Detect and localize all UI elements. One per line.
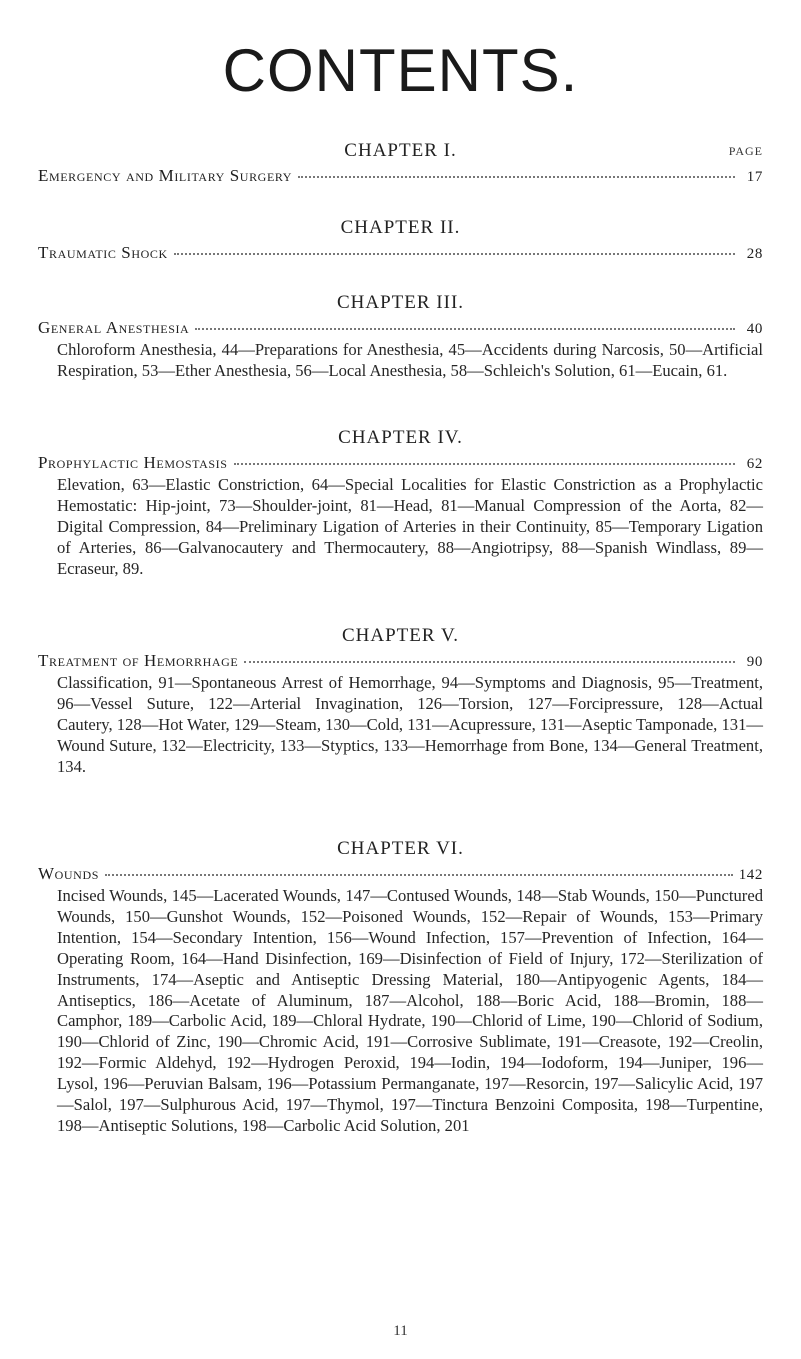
toc-entry[interactable] [38, 242, 763, 265]
entry-page-number: 142 [738, 867, 763, 883]
entry-title: Traumatic Shock [38, 243, 168, 262]
toc-entry[interactable] [38, 165, 763, 188]
dot-leaders [234, 462, 735, 465]
entry-page-number: 40 [746, 321, 763, 337]
entry-title: Emergency and Military Surgery [38, 166, 293, 185]
dot-leaders [174, 252, 735, 255]
chapter-heading: CHAPTER III. [336, 292, 465, 313]
entry-page-number: 17 [746, 169, 763, 185]
chapter-1 [38, 140, 763, 188]
dot-leaders [298, 175, 735, 178]
chapter-summary: Elevation, 63—Elastic Constriction, 64—Special Localities for Elastic Constriction as a Prophylactic Hemostatic: Hip-joint, 73—Shoulder-joint, 81—Head, 81—Manual Compression of the Aorta, 82—Digital Compression, 84—Preliminary Ligation of Arteries in their Continuity, 85—Temporary Ligation of Arteries, 86—Galvanocautery and Thermocautery, 88—Angiotripsy, 88—Spanish Windlass, 89—Ecraseur, 89. [57, 475, 763, 578]
chapter-summary: Classification, 91—Spontaneous Arrest of Hemorrhage, 94—Symptoms and Diagnosis, 95—Treatment, 96—Vessel Suture, 122—Arterial Invagination, 126—Torsion, 127—Forcipressure, 128—Actual Cautery, 128—Hot Water, 129—Steam, 130—Cold, 131—Acupressure, 131—Aseptic Tamponade, 131—Wound Suture, 132—Electricity, 133—Styptics, 133—Hemorrhage from Bone, 134—General Treatment, 134. [57, 673, 763, 776]
chapter-6 [38, 838, 763, 1137]
toc-entry[interactable] [38, 863, 763, 886]
dot-leaders [195, 327, 735, 330]
chapter-heading: CHAPTER II. [340, 217, 461, 238]
chapter-heading: CHAPTER IV. [338, 427, 463, 448]
chapter-summary: Chloroform Anesthesia, 44—Preparations for Anesthesia, 45—Accidents during Narcosis, 50—Artificial Respiration, 53—Ether Anesthesia, 56—Local Anesthesia, 58—Schleich's Solution, 61—Eucain, 61. [57, 340, 763, 380]
entry-title: Prophylactic Hemostasis [38, 453, 228, 472]
page-column-label: PAGE [728, 144, 763, 158]
entry-page-number: 90 [746, 654, 763, 670]
chapter-heading: CHAPTER V. [342, 625, 459, 646]
chapter-heading: CHAPTER VI. [337, 838, 464, 859]
chapter-4 [38, 427, 763, 580]
toc-entry[interactable] [38, 452, 763, 475]
entry-title: Treatment of Hemorrhage [38, 651, 239, 670]
chapter-5 [38, 625, 763, 778]
entry-title: Wounds [38, 864, 99, 883]
toc-entry[interactable] [38, 317, 763, 340]
entry-page-number: 28 [746, 246, 763, 262]
chapter-heading: CHAPTER I. [344, 140, 457, 161]
chapter-2 [38, 217, 763, 265]
dot-leaders [244, 660, 735, 663]
dot-leaders [105, 873, 733, 876]
chapter-3 [38, 292, 763, 382]
toc-entry[interactable] [38, 650, 763, 673]
chapter-summary: Incised Wounds, 145—Lacerated Wounds, 147—Contused Wounds, 148—Stab Wounds, 150—Punctured Wounds, 150—Gunshot Wounds, 152—Poisoned Wounds, 152—Repair of Wounds, 153—Primary Intention, 154—Secondary Intention, 156—Wound Infection, 157—Prevention of Infection, 164—Operating Room, 164—Hand Disinfection, 169—Disinfection of Field of Injury, 172—Sterilization of Instruments, 174—Aseptic and Antiseptic Dressing Material, 180—Antipyogenic Agents, 184—Antiseptics, 186—Acetate of Aluminum, 187—Alcohol, 188—Boric Acid, 188—Bromin, 188—Camphor, 189—Carbolic Acid, 189—Chloral Hydrate, 190—Chlorid of Lime, 190—Chlorid of Sodium, 190—Chlorid of Zinc, 190—Chromic Acid, 191—Corrosive Sublimate, 191—Creasote, 192—Creolin, 192—Formic Aldehyd, 192—Hydrogen Peroxid, 194—Iodin, 194—Iodoform, 194—Juniper, 196—Lysol, 196—Peruvian Balsam, 196—Potassium Permanganate, 197—Resorcin, 197—Salicylic Acid, 197—Salol, 197—Sulphurous Acid, 197—Thymol, 197—Tinctura Benzoini Composita, 198—Turpentine, 198—Antiseptic Solutions, 198—Carbolic Acid Solution, 201 [57, 886, 763, 1135]
page-title: CONTENTS. [222, 37, 579, 104]
entry-page-number: 62 [746, 456, 763, 472]
entry-title: General Anesthesia [38, 318, 190, 337]
page-folio: 11 [393, 1323, 408, 1339]
